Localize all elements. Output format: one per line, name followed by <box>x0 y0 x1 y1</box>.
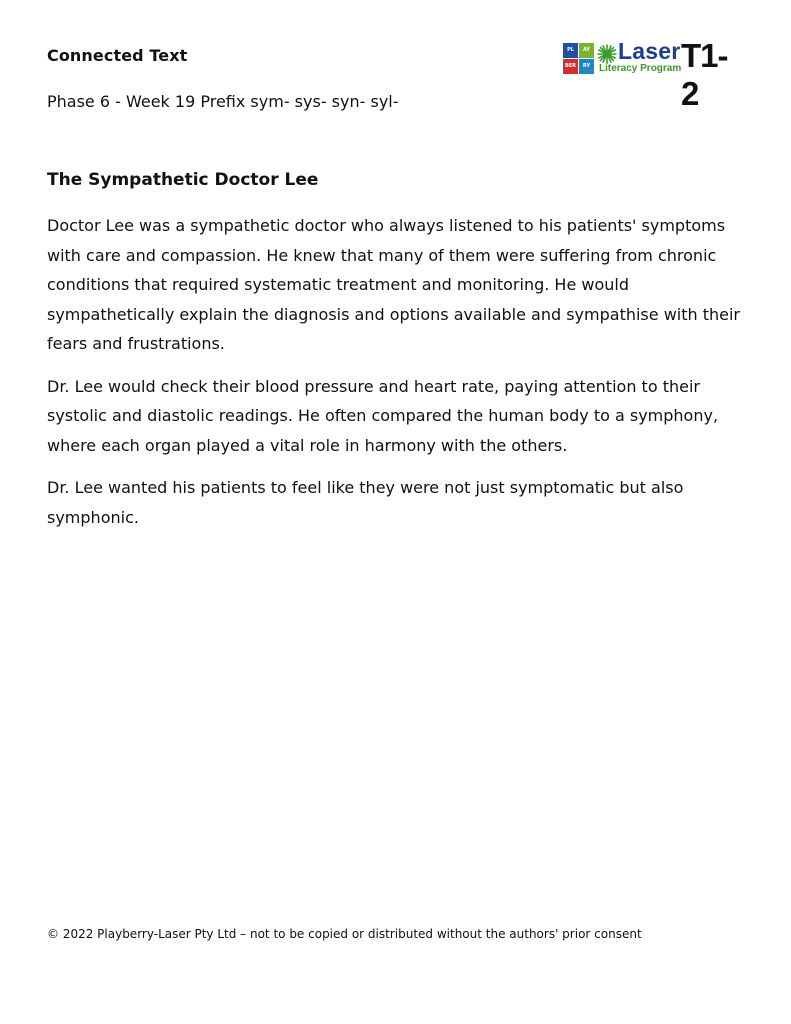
laser-literacy-logo <box>563 37 743 112</box>
logo-subtitle: Literacy Program <box>599 63 682 74</box>
story-body <box>47 211 747 545</box>
story-paragraph: Doctor Lee was a sympathetic doctor who always listened to his patients' symptoms with care and compassion. He knew that many of them were suffering from chronic conditions that required systematic treatment and monitoring. He would sympathetically explain the diagnosis and options available and sympathise with their fears and frustrations. <box>47 216 741 353</box>
logo-tile: RY <box>579 59 594 74</box>
logo-brand: Laser <box>618 38 681 64</box>
playberry-tiles-icon <box>563 43 595 75</box>
document-label: Connected Text <box>47 46 188 65</box>
logo-tile: PL <box>563 43 578 58</box>
laser-burst-icon <box>597 44 617 64</box>
logo-tile: AY <box>579 43 594 58</box>
grade-level: T1-2 <box>681 37 728 112</box>
phase-week-line: Phase 6 - Week 19 Prefix sym- sys- syn- syl- <box>47 92 399 111</box>
copyright-footer: © 2022 Playberry-Laser Pty Ltd – not to be copied or distributed without the authors' prior consent <box>47 927 642 941</box>
story-paragraph: Dr. Lee wanted his patients to feel like they were not just symptomatic but also symphonic. <box>47 478 684 527</box>
story-title: The Sympathetic Doctor Lee <box>47 170 319 190</box>
story-paragraph: Dr. Lee would check their blood pressure and heart rate, paying attention to their systolic and diastolic readings. He often compared the human body to a symphony, where each organ played a vital role in harmony with the others. <box>47 376 719 455</box>
logo-tile: BER <box>563 59 578 74</box>
